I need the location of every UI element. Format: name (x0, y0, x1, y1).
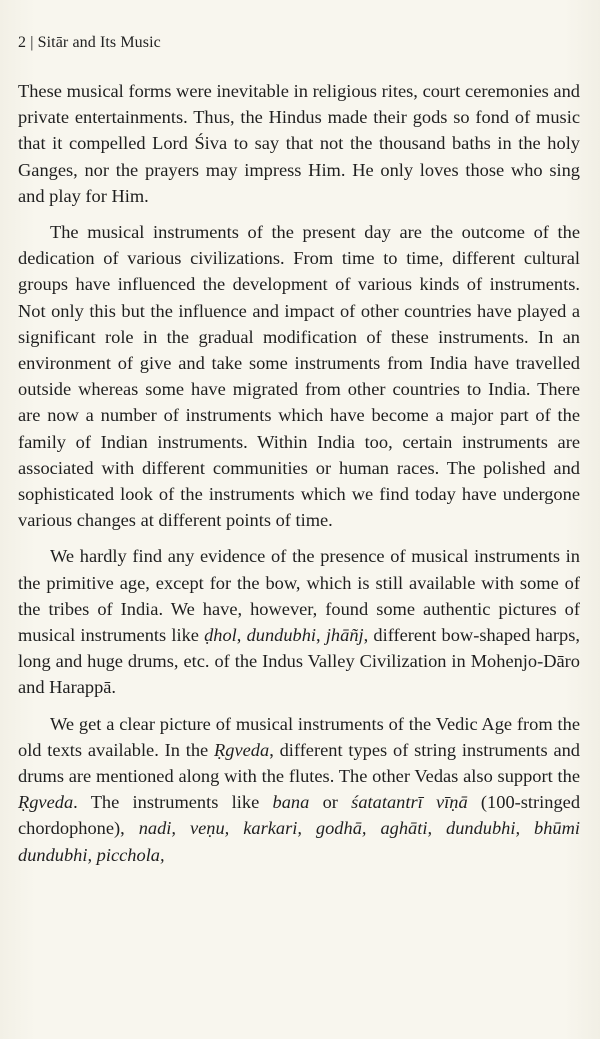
paragraph-4-text-a: We get a clear picture of musical instruments of the Vedic Age from the old texts available. In the (18, 713, 580, 760)
term-dhol: ḍhol (204, 625, 237, 646)
term-dundubhi: dundubhi (246, 625, 317, 646)
instrument-list: nadi, veṇu, karkari, godhā, aghāti, dundubhi, bhūmi dundubhi, picchola, (18, 818, 580, 865)
paragraph-4-text-b: , different types of string instruments and drums are mentioned along with the flutes. The other Vedas also support the (18, 739, 581, 787)
paragraph-2: The musical instruments of the present day are the outcome of the dedication of various civilizations. From time to time, different cultural groups have influenced the development of various kinds of instruments. Not only this but the influence and impact of other countries have played a significant role in the gradual modification of these instruments. In an environment of give and take some instruments from India have travelled outside whereas some have migrated from other countries to India. There are now a number of instruments which have become a major part of the family of Indian instruments. Within India too, certain instruments are associated with different communities or human races. The polished and sophisticated look of the instruments which we find today have undergone various changes at different points of time. (18, 222, 580, 531)
paragraph-3-text-a: We hardly find any evidence of the presence of musical instruments in the primitive age, except for the bow, which is still available with some of the tribes of India. We have, however, found some authentic pictures of musical instruments like (18, 546, 580, 646)
term-bana: bana (272, 792, 310, 813)
paragraph-3-text-b: , different bow-shaped harps, long and huge drums, etc. of the Indus Valley Civilization in Mohenjo-Dāro and Harappā. (18, 625, 580, 698)
paragraph-3-sep-a: , (236, 625, 247, 646)
paragraph-4 (18, 711, 580, 868)
term-satatantri-vina: śatatantrī vīṇā (351, 792, 468, 813)
paragraph-3 (18, 543, 580, 700)
term-jhanj: jhāñj (325, 625, 364, 646)
body-text (18, 78, 580, 878)
term-rgveda-2: Ṛgveda (18, 792, 74, 813)
running-head (18, 34, 161, 52)
paragraph-4-text-e: (100-stringed chordophone), (18, 792, 581, 839)
paragraph-3-sep-b: , (316, 625, 326, 646)
running-title: Sitār and Its Music (37, 34, 161, 51)
header-separator: | (30, 34, 34, 51)
paragraph-1: These musical forms were inevitable in religious rites, court ceremonies and private entertainments. Thus, the Hindus made their gods so fond of music that it compelled Lord Śiva to say that not the thousand baths in the holy Ganges, nor the prayers may impress Him. He only loves those who sing and play for Him. (18, 81, 580, 206)
page-number: 2 (18, 34, 27, 51)
paragraph-4-text-d: or (309, 792, 352, 813)
term-rgveda-1: Ṛgveda (214, 739, 270, 760)
paragraph-4-text-c: . The instruments like (73, 792, 273, 813)
